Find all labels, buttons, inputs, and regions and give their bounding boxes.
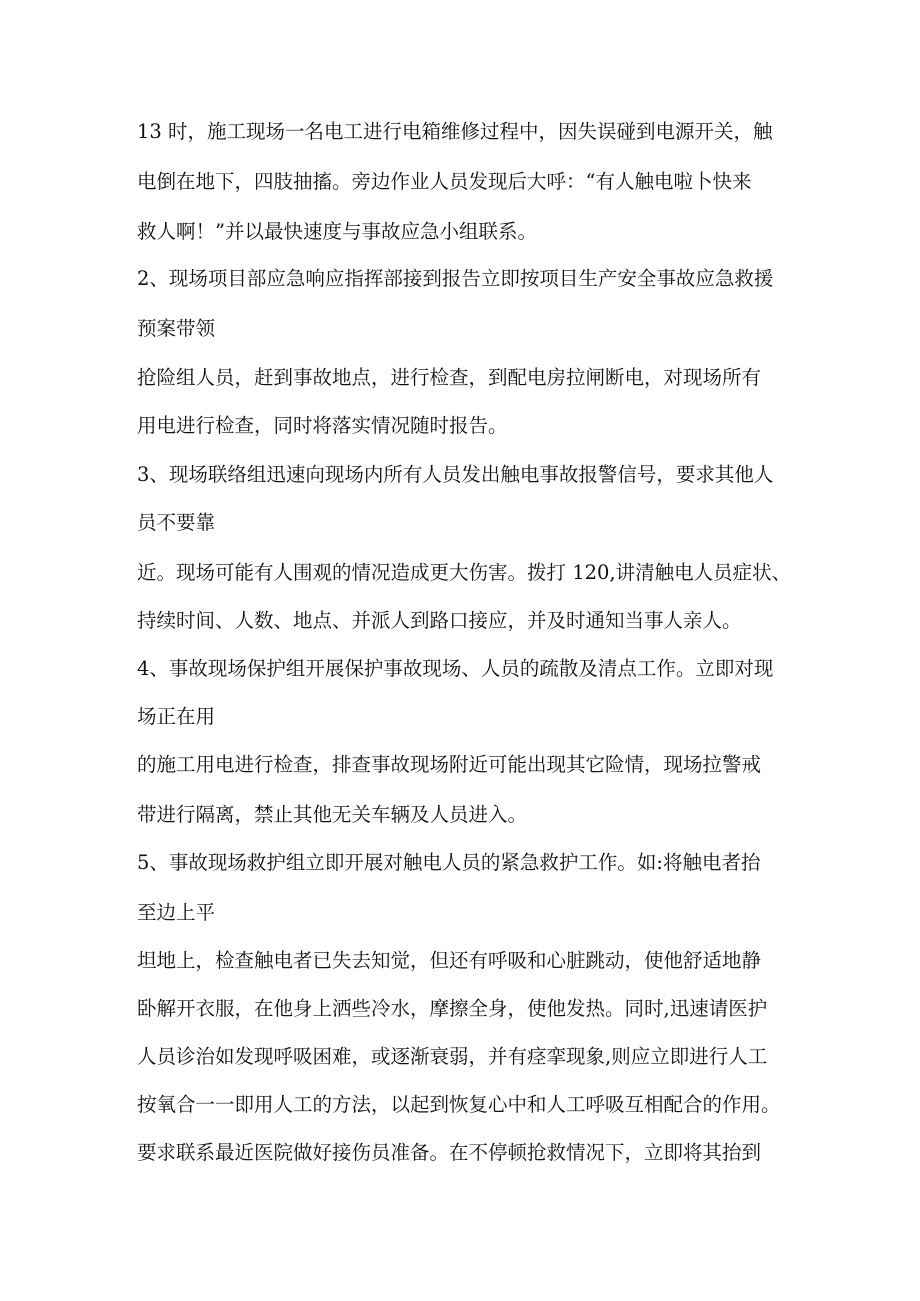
text-line: 带进行隔离，禁止其他无关车辆及人员进入。 (137, 803, 528, 826)
text-line: 近。现场可能有人围观的情况造成更大伤害。拨打 120,讲清触电人员症状、 (137, 561, 792, 584)
text-line: 5、事故现场救护组立即开展对触电人员的紧急救护工作。如:将触电者抬 (137, 851, 761, 874)
text-line: 2、现场项目部应急响应指挥部接到报告立即按项目生产安全事故应急救援 (137, 267, 774, 290)
text-line: 预案带领 (137, 317, 216, 340)
text-line: 4、事故现场保护组开展保护事故现场、人员的疏散及清点工作。立即对现 (137, 657, 774, 680)
text-line: 场正在用 (137, 705, 216, 728)
text-line: 的施工用电进行检查，排查事故现场附近可能出现其它险情，现场拉警戒 (137, 753, 762, 776)
text-line: 按氧合一一即用人工的方法，以起到恢复心中和人工呼吸互相配合的作用。 (137, 1093, 781, 1116)
text-line: 13 时，施工现场一名电工进行电箱维修过程中，因失误碰到电源开关，触 (137, 120, 773, 143)
text-line: 抢险组人员，赶到事故地点，进行检查，到配电房拉闸断电，对现场所有 (137, 366, 762, 389)
text-line: 至边上平 (137, 901, 216, 924)
text-line: 用电进行检查，同时将落实情况随时报告。 (137, 414, 508, 437)
text-line: 人员诊治如发现呼吸困难，或逐渐衰弱，并有痉挛现象,则应立即进行人工 (137, 1045, 768, 1068)
text-line: 要求联系最近医院做好接伤员准备。在不停顿抢救情况下，立即将其抬到 (137, 1141, 762, 1164)
text-line: 卧解开衣服，在他身上洒些冷水，摩擦全身，使他发热。同时,迅速请医护 (137, 997, 768, 1020)
text-line: 持续时间、人数、地点、并派人到路口接应，并及时通知当事人亲人。 (137, 609, 742, 632)
text-line: 救人啊！”并以最快速度与事故应急小组联系。 (137, 220, 537, 243)
text-line: 员不要靠 (137, 511, 216, 534)
text-line: 3、现场联络组迅速向现场内所有人员发出触电事故报警信号，要求其他人 (137, 463, 774, 486)
text-line: 电倒在地下，四肢抽搐。旁边作业人员发现后大呼：“有人触电啦卜快来 (137, 170, 752, 193)
text-line: 坦地上，检查触电者已失去知觉，但还有呼吸和心脏跳动，使他舒适地静 (137, 949, 762, 972)
